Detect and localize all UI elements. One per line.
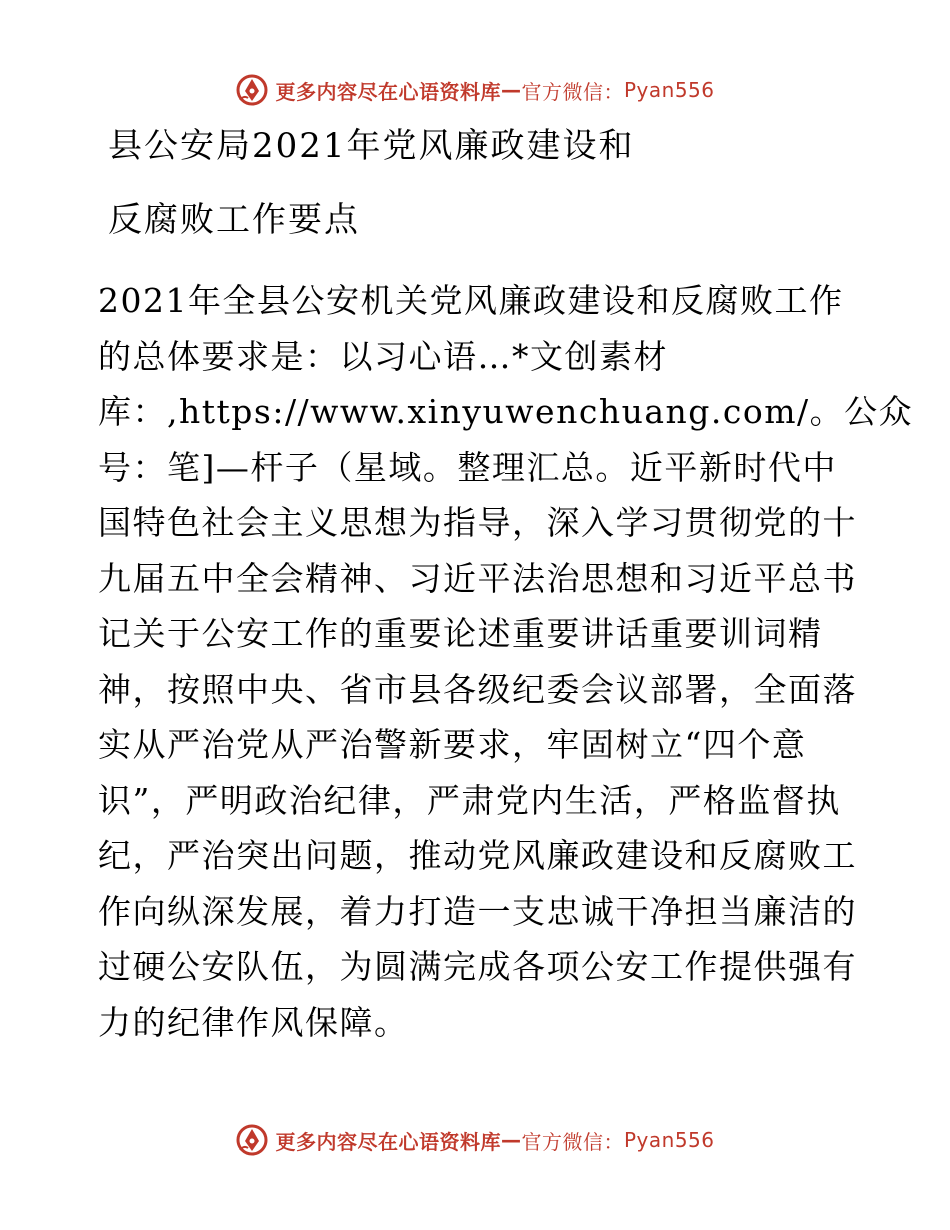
body-line: 国特色社会主义思想为指导，深入学习贯彻党的十 [98,503,857,542]
body-line: 作向纵深发展，着力打造一支忠诚干净担当廉洁的 [98,891,857,931]
banner-dash: — [500,1128,522,1152]
body-line: 九届五中全会精神、习近平法治思想和习近平总书 [98,558,857,598]
body-line: 过硬公安队伍，为圆满完成各项公安工作提供强有 [98,947,857,986]
body-line: 的总体要求是：以习心语…*文创素材 [98,336,668,376]
body-line: 力的纪律作风保障。 [98,1002,409,1042]
body-line: 识”，严明政治纪律，严肃党内生活，严格监督执 [98,780,841,820]
body-line: 记关于公安工作的重要论述重要讲话重要训词精 [98,614,823,653]
header-banner [0,70,950,110]
banner-wechat-id: Pyan556 [623,1128,715,1152]
body-line: 库：,https://www.xinyuwenchuang.com/。公众 [98,392,914,431]
body-line: 纪，严治突出问题，推动党风廉政建设和反腐败工 [98,836,857,875]
body-line: 神，按照中央、省市县各级纪委会议部署，全面落 [98,669,857,709]
banner-wechat-label: 官方微信： [521,79,624,104]
body-line: 实从严治党从严治警新要求，牢固树立“四个意 [98,725,807,764]
banner-site-name: 更多内容尽在心语资料库 [275,79,501,104]
banner-site-name: 更多内容尽在心语资料库 [275,1129,501,1154]
pen-nib-logo-icon [235,73,269,107]
pen-nib-logo-icon [235,1123,269,1157]
banner-wechat-label: 官方微信： [521,1129,624,1154]
footer-banner [0,1120,950,1160]
document-title-line-1: 县公安局2021年党风廉政建设和 [108,126,635,166]
body-line: 号：笔]—杆子（星域。整理汇总。近平新时代中 [98,447,837,487]
banner-wechat-id: Pyan556 [623,78,715,102]
body-line: 2021年全县公安机关党风廉政建设和反腐败工作 [98,281,844,320]
banner-dash: — [500,78,522,102]
document-body [98,273,914,1050]
document-title-line-2: 反腐败工作要点 [108,200,360,240]
